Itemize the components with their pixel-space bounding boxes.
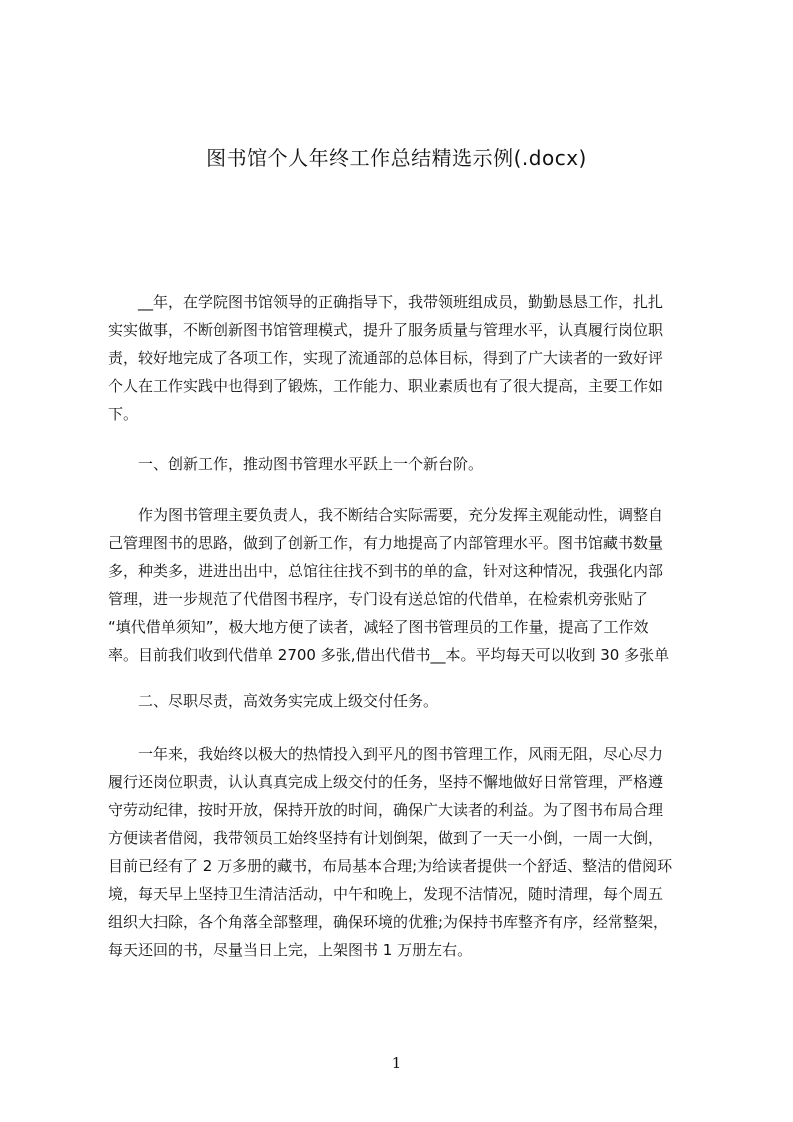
document-title: 图书馆个人年终工作总结精选示例(.docx) (206, 146, 587, 170)
paragraph-line: 境，每天早上坚持卫生清洁活动，中午和晚上，发现不洁情况，随时清理，每个周五 (108, 885, 664, 903)
paragraph-line: 方便读者借阅，我带领员工始终坚持有计划倒架，做到了一天一小倒，一周一大倒， (108, 829, 664, 847)
paragraph-line: “填代借单须知”，极大地方便了读者，减轻了图书管理员的工作量，提高了工作效 (108, 618, 649, 636)
paragraph-line: 实实做事，不断创新图书馆管理模式，提升了服务质量与管理水平，认真履行岗位职 (108, 321, 664, 339)
paragraph-3 (108, 740, 708, 964)
paragraph-line: __年，在学院图书馆领导的正确指导下，我带领班组成员，勤勤恳恳工作，扎扎 (138, 293, 664, 311)
heading-text: 二、尽职尽责，高效务实完成上级交付任务。 (138, 692, 439, 710)
section-heading-2 (108, 687, 708, 715)
paragraph-line: 下。 (108, 405, 139, 423)
paragraph-line: 守劳动纪律，按时开放，保持开放的时间，确保广大读者的利益。为了图书布局合理 (108, 801, 664, 819)
paragraph-line: 组织大扫除，各个角落全部整理，确保环境的优雅;为保持书库整齐有序，经常整架， (108, 913, 669, 931)
paragraph-line: 率。目前我们收到代借单 2700 多张,借出代借书__本。平均每天可以收到 30 多张单 (108, 646, 670, 664)
paragraph-line: 多，种类多，进进出出中，总馆往往找不到书的单的盒，针对这种情况，我强化内部 (108, 562, 664, 580)
paragraph-line: 个人在工作实践中也得到了锻炼，工作能力、职业素质也有了很大提高，主要工作如 (108, 377, 664, 395)
paragraph-line: 作为图书管理主要负责人，我不断结合实际需要，充分发挥主观能动性，调整自 (138, 506, 664, 524)
heading-text: 一、创新工作，推动图书管理水平跃上一个新台阶。 (138, 455, 484, 473)
paragraph-2 (108, 501, 708, 669)
section-heading-1 (108, 450, 708, 478)
page-number: 1 (391, 1054, 402, 1072)
paragraph-line: 管理，进一步规范了代借图书程序，专门设有送总馆的代借单，在检索机旁张贴了 (108, 590, 649, 608)
paragraph-1 (108, 288, 708, 428)
paragraph-line: 履行还岗位职责，认认真真完成上级交付的任务，坚持不懈地做好日常管理，严格遵 (108, 773, 664, 791)
paragraph-line: 责，较好地完成了各项工作，实现了流通部的总体目标，得到了广大读者的一致好评 (108, 349, 664, 367)
paragraph-line: 每天还回的书，尽量当日上完，上架图书 1 万册左右。 (108, 941, 473, 959)
paragraph-line: 目前已经有了 2 万多册的藏书，布局基本合理;为给读者提供一个舒适、整洁的借阅环 (108, 857, 673, 875)
paragraph-line: 一年来，我始终以极大的热情投入到平凡的图书管理工作，风雨无阻，尽心尽力 (138, 745, 664, 763)
paragraph-line: 己管理图书的思路，做到了创新工作，有力地提高了内部管理水平。图书馆藏书数量 (108, 534, 664, 552)
